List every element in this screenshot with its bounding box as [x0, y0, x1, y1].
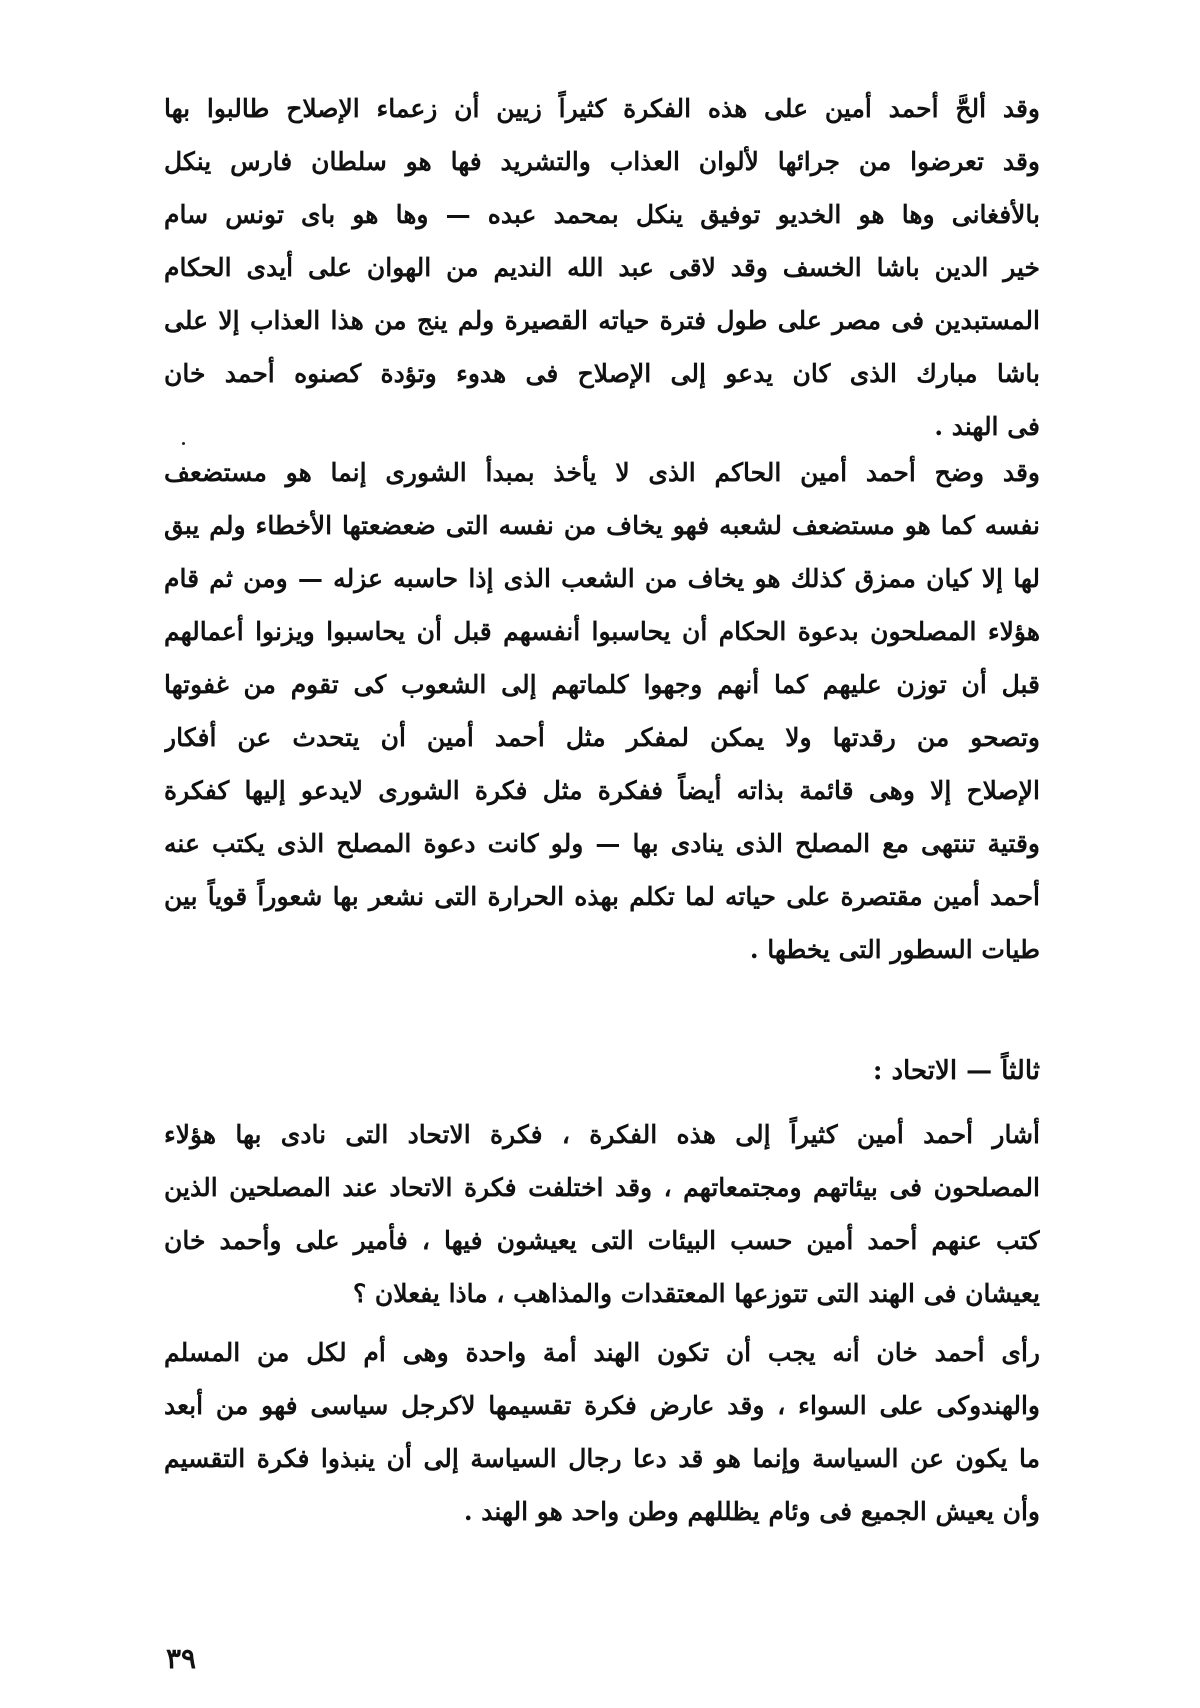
text-line: رأى أحمد خان أنه يجب أن تكون الهند أمة واحدة وهى أم لكل من المسلم	[164, 1338, 1040, 1367]
text-line: وقد ألحَّ أحمد أمين على هذه الفكرة كثيراً زيين أن زعماء الإصلاح طالبوا بها	[164, 94, 1040, 123]
page-number: ٣٩	[166, 1642, 197, 1675]
text-line: وتصحو من رقدتها ولا يمكن لمفكر مثل أحمد أمين أن يتحدث عن أفكار	[164, 723, 1040, 752]
text-line: كتب عنهم أحمد أمين حسب البيئات التى يعيشون فيها ، فأمير على وأحمد خان	[164, 1226, 1040, 1255]
paragraph-1	[164, 86, 1040, 446]
text-line: هؤلاء المصلحون بدعوة الحكام أن يحاسبوا أنفسهم قبل أن يحاسبوا ويزنوا أعمالهم	[164, 617, 1040, 646]
text-line: ما يكون عن السياسة وإنما هو قد دعا رجال السياسة إلى أن ينبذوا فكرة التقسيم	[164, 1444, 1040, 1473]
text-line: المصلحون فى بيئاتهم ومجتمعاتهم ، وقد اختلفت فكرة الاتحاد عند المصلحين الذين	[164, 1173, 1040, 1202]
text-line: لها إلا كيان ممزق كذلك هو يخاف من الشعب الذى إذا حاسبه عزله — ومن ثم قام	[164, 564, 1040, 593]
text-line: وأن يعيش الجميع فى وئام يظللهم وطن واحد هو الهند .	[463, 1497, 1040, 1526]
text-line: باشا مبارك الذى كان يدعو إلى الإصلاح فى هدوء وتؤدة كصنوه أحمد خان	[164, 359, 1040, 388]
text-line: يعيشان فى الهند التى تتوزعها المعتقدات والمذاهب ، ماذا يفعلان ؟	[352, 1279, 1040, 1308]
text-line: قبل أن توزن عليهم كما أنهم وجهوا كلماتهم إلى الشعوب كى تقوم من غفوتها	[164, 670, 1040, 699]
text-line: وقتية تنتهى مع المصلح الذى ينادى بها — ولو كانت دعوة المصلح الذى يكتب عنه	[164, 829, 1040, 858]
print-speck	[182, 442, 185, 445]
text-line: الإصلاح إلا وهى قائمة بذاته أيضاً ففكرة مثل فكرة الشورى لايدعو إليها كفكرة	[164, 776, 1040, 805]
text-line: طيات السطور التى يخطها .	[749, 935, 1040, 964]
section-heading: ثالثاً — الاتحاد :	[872, 1056, 1040, 1086]
paragraph-4	[164, 1330, 1040, 1550]
section-heading-block	[164, 1048, 1040, 1098]
text-line: فى الهند .	[934, 412, 1040, 441]
text-line: والهندوكى على السواء ، وقد عارض فكرة تقسيمها لاكرجل سياسى فهو من أبعد	[164, 1391, 1040, 1420]
text-line: خير الدين باشا الخسف وقد لاقى عبد الله النديم من الهوان على أيدى الحكام	[164, 253, 1040, 282]
text-line: بالأفغانى وها هو الخديو توفيق ينكل بمحمد عبده — وها هو باى تونس سام	[164, 200, 1040, 229]
text-line: وقد تعرضوا من جرائها لألوان العذاب والتشريد فها هو سلطان فارس ينكل	[164, 147, 1040, 176]
paragraph-3	[164, 1112, 1040, 1332]
text-line: أشار أحمد أمين كثيراً إلى هذه الفكرة ، فكرة الاتحاد التى نادى بها هؤلاء	[164, 1120, 1040, 1149]
paragraph-2	[164, 450, 1040, 990]
text-line: أحمد أمين مقتصرة على حياته لما تكلم بهذه الحرارة التى نشعر بها شعوراً قوياً بين	[164, 882, 1040, 911]
text-line: المستبدين فى مصر على طول فترة حياته القصيرة ولم ينج من هذا العذاب إلا على	[164, 306, 1040, 335]
text-line: وقد وضح أحمد أمين الحاكم الذى لا يأخذ بمبدأ الشورى إنما هو مستضعف	[164, 458, 1040, 487]
text-line: نفسه كما هو مستضعف لشعبه فهو يخاف من نفسه التى ضعضعتها الأخطاء ولم يبق	[164, 511, 1040, 540]
